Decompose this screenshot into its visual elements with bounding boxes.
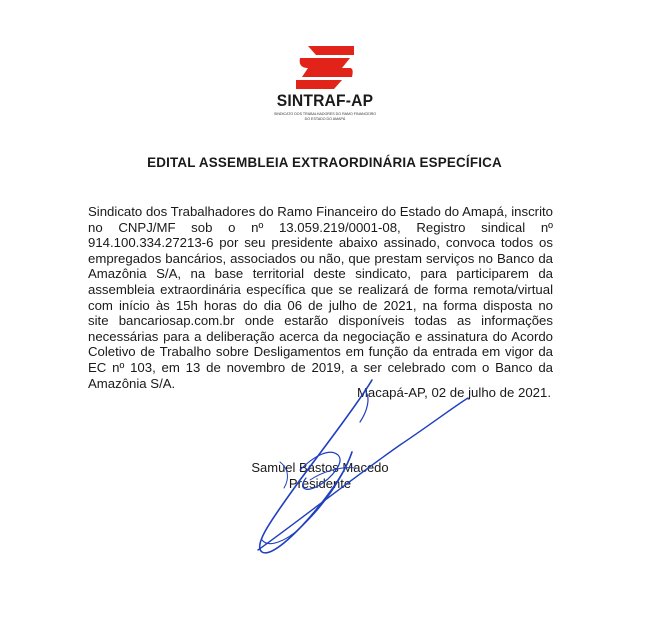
- date-line: Macapá-AP, 02 de julho de 2021.: [356, 385, 551, 400]
- body-line: assembleia extraordinária específica que se realizará de forma remota/virtual: [88, 281, 553, 297]
- document-title: EDITAL ASSEMBLEIA EXTRAORDINÁRIA ESPECÍFICA: [147, 155, 502, 170]
- logo-subtitle: [270, 112, 380, 121]
- body-line: Amazônia S/A, na base territorial deste sindicato, para participarem da: [88, 266, 553, 282]
- body-line: Sindicato dos Trabalhadores do Ramo Financeiro do Estado do Amapá, inscrito: [88, 204, 553, 219]
- body-line: Coletivo de Trabalho sobre Desligamentos em função da entrada em vigor da: [88, 344, 553, 360]
- body-line: Amazônia S/A.: [88, 375, 176, 391]
- signatory-name: Samuel Bastos Macedo: [251, 460, 389, 475]
- body-line: empregados bancários, associados ou não, que prestam serviços no Banco da: [88, 250, 553, 266]
- body-line: EC nº 103, em 13 de novembro de 2019, a ser celebrado com o Banco da: [88, 359, 553, 375]
- body-line: no CNPJ/MF sob o nº 13.059.219/0001-08, Registro sindical nº: [88, 219, 553, 235]
- logo-subtitle-line-2: DO ESTADO DO AMAPÁ: [304, 116, 346, 121]
- logo-name: SINTRAF-AP: [276, 91, 374, 110]
- logo-subtitle-line-1: SINDICATO DOS TRABALHADORES DO RAMO FINANCEIRO: [273, 112, 377, 116]
- signatory-role: Presidente: [288, 476, 352, 491]
- sintraf-logo-mark-icon: [294, 44, 356, 92]
- body-line: necessárias para a deliberação acerca da negociação e assinatura do Acordo: [88, 328, 553, 344]
- sintraf-logo: [270, 44, 380, 124]
- body-line: com início às 15h horas do dia 06 de julho de 2021, na forma disposta no: [88, 297, 553, 313]
- body-line: 914.100.334.27213-6 por seu presidente abaixo assinado, convoca todos os: [88, 235, 553, 251]
- body-line: site bancariosap.com.br onde estarão disponíveis todas as informações: [88, 313, 553, 329]
- document-body: [88, 204, 553, 391]
